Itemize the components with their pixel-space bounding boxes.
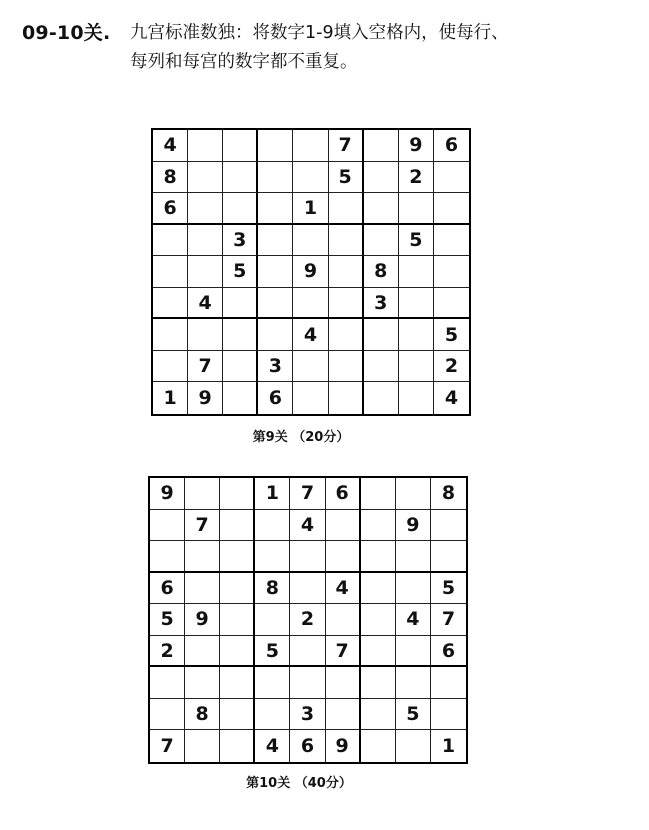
sudoku-cell[interactable] <box>434 193 469 225</box>
sudoku-cell[interactable] <box>290 636 325 668</box>
sudoku-cell[interactable] <box>434 225 469 257</box>
sudoku-cell[interactable] <box>258 162 293 194</box>
sudoku-cell[interactable] <box>255 604 290 636</box>
sudoku-cell[interactable] <box>220 573 255 605</box>
sudoku-cell[interactable] <box>220 730 255 762</box>
level-range-label: 09-10关. <box>22 22 111 44</box>
sudoku-cell[interactable] <box>364 162 399 194</box>
sudoku-cell[interactable] <box>399 193 434 225</box>
sudoku-cell[interactable] <box>188 193 223 225</box>
sudoku-cell[interactable] <box>293 162 328 194</box>
sudoku-cell[interactable]: 3 <box>223 225 258 257</box>
sudoku-cell[interactable]: 9 <box>188 382 223 414</box>
sudoku-cell[interactable]: 5 <box>255 636 290 668</box>
sudoku-cell[interactable]: 2 <box>399 162 434 194</box>
sudoku-cell[interactable] <box>258 256 293 288</box>
sudoku-cell[interactable] <box>361 604 396 636</box>
sudoku-cell[interactable] <box>290 573 325 605</box>
sudoku-cell[interactable] <box>188 225 223 257</box>
sudoku-cell[interactable]: 4 <box>290 510 325 542</box>
sudoku-cell[interactable] <box>188 256 223 288</box>
sudoku-cell[interactable] <box>361 573 396 605</box>
puzzle-caption: 第10关 （40分） <box>246 776 352 791</box>
sudoku-cell[interactable] <box>293 288 328 320</box>
sudoku-cell[interactable] <box>329 319 364 351</box>
sudoku-cell[interactable] <box>326 667 361 699</box>
sudoku-cell[interactable]: 7 <box>188 351 223 383</box>
sudoku-cell[interactable]: 8 <box>153 162 188 194</box>
sudoku-cell[interactable] <box>258 225 293 257</box>
sudoku-cell[interactable] <box>361 478 396 510</box>
sudoku-cell[interactable] <box>361 541 396 573</box>
sudoku-cell[interactable] <box>185 730 220 762</box>
sudoku-cell[interactable] <box>399 288 434 320</box>
sudoku-cell[interactable] <box>293 225 328 257</box>
sudoku-cell[interactable] <box>396 541 431 573</box>
sudoku-cell[interactable] <box>185 478 220 510</box>
sudoku-cell[interactable]: 6 <box>431 636 466 668</box>
sudoku-cell[interactable] <box>223 351 258 383</box>
sudoku-cell[interactable] <box>431 699 466 731</box>
sudoku-cell[interactable] <box>255 699 290 731</box>
sudoku-cell[interactable] <box>326 541 361 573</box>
sudoku-cell[interactable]: 6 <box>326 478 361 510</box>
sudoku-cell[interactable] <box>396 636 431 668</box>
sudoku-cell[interactable] <box>258 130 293 162</box>
sudoku-cell[interactable] <box>290 541 325 573</box>
sudoku-cell[interactable] <box>185 667 220 699</box>
sudoku-cell[interactable] <box>223 382 258 414</box>
sudoku-cell[interactable]: 9 <box>326 730 361 762</box>
sudoku-cell[interactable]: 9 <box>293 256 328 288</box>
sudoku-cell[interactable] <box>364 319 399 351</box>
instruction-line-2: 每列和每宫的数字都不重复。 <box>130 52 358 72</box>
sudoku-cell[interactable] <box>150 667 185 699</box>
sudoku-cell[interactable]: 6 <box>150 573 185 605</box>
sudoku-cell[interactable] <box>326 699 361 731</box>
sudoku-puzzle-10 <box>148 476 468 806</box>
sudoku-cell[interactable] <box>150 510 185 542</box>
sudoku-puzzle-9 <box>151 128 471 448</box>
sudoku-cell[interactable] <box>220 667 255 699</box>
sudoku-cell[interactable] <box>329 225 364 257</box>
sudoku-cell[interactable]: 2 <box>434 351 469 383</box>
sudoku-cell[interactable] <box>188 130 223 162</box>
sudoku-cell[interactable]: 8 <box>185 699 220 731</box>
sudoku-cell[interactable] <box>293 351 328 383</box>
sudoku-cell[interactable] <box>364 193 399 225</box>
sudoku-cell[interactable] <box>326 604 361 636</box>
sudoku-cell[interactable]: 6 <box>434 130 469 162</box>
sudoku-cell[interactable]: 4 <box>188 288 223 320</box>
sudoku-cell[interactable] <box>434 256 469 288</box>
sudoku-cell[interactable] <box>361 667 396 699</box>
sudoku-cell[interactable] <box>220 604 255 636</box>
sudoku-cell[interactable]: 5 <box>150 604 185 636</box>
sudoku-cell[interactable]: 7 <box>326 636 361 668</box>
sudoku-cell[interactable] <box>153 319 188 351</box>
sudoku-cell[interactable] <box>293 130 328 162</box>
sudoku-cell[interactable] <box>258 288 293 320</box>
sudoku-cell[interactable] <box>361 510 396 542</box>
sudoku-cell[interactable]: 6 <box>290 730 325 762</box>
instruction-line-1: 九宫标准数独：将数字1-9填入空格内，使每行、 <box>130 23 509 43</box>
sudoku-cell[interactable]: 5 <box>399 225 434 257</box>
sudoku-cell[interactable] <box>361 636 396 668</box>
sudoku-cell[interactable] <box>185 541 220 573</box>
sudoku-cell[interactable]: 1 <box>441 735 456 758</box>
sudoku-cell[interactable] <box>188 162 223 194</box>
sudoku-cell[interactable] <box>431 667 466 699</box>
sudoku-cell[interactable] <box>293 382 328 414</box>
sudoku-cell[interactable] <box>223 319 258 351</box>
sudoku-cell[interactable] <box>223 130 258 162</box>
puzzle-caption: 第9关 （20分） <box>252 430 350 445</box>
sudoku-cell[interactable] <box>220 541 255 573</box>
sudoku-cell[interactable]: 5 <box>431 573 466 605</box>
sudoku-cell[interactable] <box>329 288 364 320</box>
sudoku-cell[interactable]: 9 <box>150 478 185 510</box>
sudoku-cell[interactable]: 4 <box>444 387 459 410</box>
sudoku-cell[interactable]: 2 <box>150 636 185 668</box>
sudoku-cell[interactable] <box>396 478 431 510</box>
sudoku-cell[interactable] <box>153 288 188 320</box>
sudoku-grid <box>151 128 471 416</box>
sudoku-cell[interactable] <box>220 510 255 542</box>
sudoku-cell[interactable]: 8 <box>431 478 466 510</box>
sudoku-cell[interactable]: 5 <box>223 256 258 288</box>
sudoku-cell[interactable] <box>364 130 399 162</box>
sudoku-cell[interactable] <box>329 382 364 414</box>
sudoku-cell[interactable] <box>220 478 255 510</box>
sudoku-cell[interactable]: 1 <box>153 382 188 414</box>
sudoku-cell[interactable] <box>153 351 188 383</box>
sudoku-cell[interactable] <box>223 162 258 194</box>
sudoku-cell[interactable] <box>153 225 188 257</box>
sudoku-cell[interactable]: 9 <box>185 604 220 636</box>
sudoku-cell[interactable] <box>396 667 431 699</box>
sudoku-cell[interactable] <box>364 351 399 383</box>
sudoku-cell[interactable]: 8 <box>255 573 290 605</box>
sudoku-cell[interactable] <box>329 193 364 225</box>
sudoku-cell[interactable] <box>255 510 290 542</box>
sudoku-cell[interactable]: 7 <box>290 478 325 510</box>
sudoku-cell[interactable]: 5 <box>434 319 469 351</box>
sudoku-cell[interactable] <box>329 351 364 383</box>
sudoku-cell[interactable] <box>431 541 466 573</box>
sudoku-cell[interactable]: 7 <box>329 130 364 162</box>
sudoku-cell[interactable] <box>434 162 469 194</box>
sudoku-cell[interactable]: 9 <box>396 510 431 542</box>
sudoku-cell[interactable] <box>396 730 431 762</box>
sudoku-cell[interactable]: 6 <box>153 193 188 225</box>
sudoku-grid <box>148 476 468 764</box>
sudoku-cell[interactable] <box>220 699 255 731</box>
sudoku-cell[interactable]: 4 <box>255 730 290 762</box>
sudoku-cell[interactable]: 5 <box>396 699 431 731</box>
sudoku-cell[interactable]: 1 <box>255 478 290 510</box>
sudoku-cell[interactable]: 4 <box>293 319 328 351</box>
sudoku-cell[interactable]: 3 <box>290 699 325 731</box>
sudoku-cell[interactable] <box>255 541 290 573</box>
sudoku-cell[interactable] <box>185 636 220 668</box>
sudoku-cell[interactable] <box>258 319 293 351</box>
sudoku-cell[interactable]: 4 <box>326 573 361 605</box>
sudoku-cell[interactable]: 7 <box>185 510 220 542</box>
sudoku-cell[interactable] <box>185 573 220 605</box>
sudoku-cell[interactable] <box>150 541 185 573</box>
sudoku-cell[interactable] <box>220 636 255 668</box>
sudoku-cell[interactable] <box>361 699 396 731</box>
sudoku-cell[interactable]: 5 <box>329 162 364 194</box>
sudoku-cell[interactable] <box>188 319 223 351</box>
sudoku-cell[interactable] <box>434 288 469 320</box>
sudoku-cell[interactable] <box>223 193 258 225</box>
sudoku-cell[interactable] <box>255 667 290 699</box>
sudoku-cell[interactable]: 9 <box>399 130 434 162</box>
sudoku-cell[interactable]: 7 <box>431 604 466 636</box>
sudoku-cell[interactable] <box>150 699 185 731</box>
sudoku-cell[interactable] <box>258 193 293 225</box>
sudoku-cell[interactable] <box>290 667 325 699</box>
sudoku-cell[interactable] <box>399 256 434 288</box>
sudoku-cell[interactable] <box>364 225 399 257</box>
sudoku-cell[interactable] <box>431 510 466 542</box>
sudoku-cell[interactable] <box>153 256 188 288</box>
sudoku-cell[interactable]: 1 <box>293 193 328 225</box>
sudoku-cell[interactable]: 4 <box>396 604 431 636</box>
sudoku-cell[interactable]: 3 <box>364 288 399 320</box>
sudoku-cell[interactable] <box>329 256 364 288</box>
sudoku-cell[interactable] <box>399 382 434 414</box>
sudoku-cell[interactable] <box>364 382 399 414</box>
sudoku-cell[interactable] <box>223 288 258 320</box>
sudoku-cell[interactable] <box>326 510 361 542</box>
sudoku-cell[interactable] <box>361 730 396 762</box>
sudoku-cell[interactable]: 4 <box>153 130 188 162</box>
sudoku-cell[interactable] <box>399 319 434 351</box>
sudoku-cell[interactable]: 7 <box>150 730 185 762</box>
sudoku-cell[interactable]: 8 <box>364 256 399 288</box>
sudoku-cell[interactable]: 6 <box>258 382 293 414</box>
sudoku-cell[interactable] <box>396 573 431 605</box>
sudoku-cell[interactable]: 2 <box>290 604 325 636</box>
sudoku-cell[interactable] <box>399 351 434 383</box>
sudoku-cell[interactable]: 3 <box>258 351 293 383</box>
